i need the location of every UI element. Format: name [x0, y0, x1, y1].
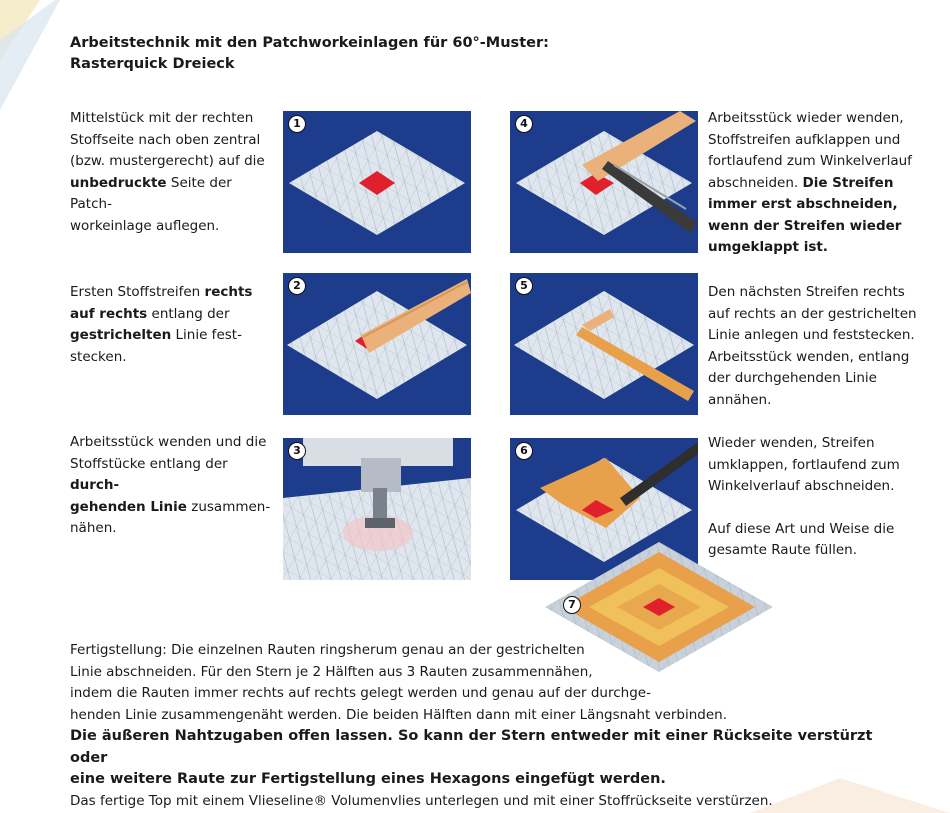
step-3-photo — [283, 438, 471, 580]
step-7-number: 7 — [563, 596, 581, 614]
finishing-last-line: Das fertige Top mit einem Vlieseline® Volumenvlies unterlegen und mit einer Stoffrückseite verstürzen. — [70, 792, 773, 809]
finishing-line: Linie abschneiden. Für den Stern je 2 Hälften aus 3 Rauten zusammennähen, — [70, 663, 593, 680]
finishing-line: indem die Rauten immer rechts auf rechts gelegt werden und genau auf der durchge- — [70, 685, 651, 701]
step-4-text: Arbeitsstück wieder wenden, Stoffstreifen aufklappen und fortlaufend zum Winkelverlauf abschneiden. Die Streifen immer erst abschneiden, wenn der Streifen wieder umgeklappt ist. — [708, 110, 912, 255]
step-6-number: 6 — [515, 442, 533, 460]
step-1-photo — [283, 111, 471, 253]
step-2-number: 2 — [288, 277, 306, 295]
step-2-text: Ersten Stoffstreifen rechts auf rechts entlang der gestrichelten Linie fest- stecken. — [70, 284, 253, 365]
step-1-text: Mittelstück mit der rechten Stoffseite nach oben zentral (bzw. mustergerecht) auf die unbedruckte Seite der Patch- workeinlage auflegen. — [70, 110, 265, 234]
step-6-text: Wieder wenden, Streifen umklappen, fortlaufend zum Winkelverlauf abschneiden. Auf diese Art und Weise die gesamte Raute füllen. — [708, 435, 900, 558]
step-5-photo — [510, 273, 698, 415]
corner-decoration — [0, 0, 60, 120]
finishing-line: henden Linie zusammengenäht werden. Die beiden Hälften dann mit einer Längsnaht verbinden. — [70, 706, 728, 723]
step-5-text: Den nächsten Streifen rechts auf rechts an der gestrichelten Linie anlegen und feststecken. Arbeitsstück wenden, entlang der durchgehenden Linie annähen. — [708, 284, 917, 408]
finishing-bold-line: Die äußeren Nahtzugaben offen lassen. So kann der Stern entweder mit einer Rückseite verstürzt oder — [70, 728, 873, 766]
step-5-number: 5 — [515, 277, 533, 295]
finishing-line: Fertigstellung: Die einzelnen Rauten ringsherum genau an der gestrichelten — [70, 642, 585, 658]
step-4-photo — [510, 111, 698, 253]
step-2-photo — [283, 273, 471, 415]
page-title: Arbeitstechnik mit den Patchworkeinlagen für 60°-Muster: Rasterquick Dreieck — [70, 35, 549, 72]
step-4-number: 4 — [515, 115, 533, 133]
finishing-text — [70, 640, 890, 812]
finishing-bold-line: eine weitere Raute zur Fertigstellung eines Hexagons eingefügt werden. — [70, 771, 666, 787]
step-3-number: 3 — [288, 442, 306, 460]
step-1-number: 1 — [288, 115, 306, 133]
step-3-text: Arbeitsstück wenden und die Stoffstücke entlang der durch- gehenden Linie zusammen- nähen. — [70, 434, 271, 536]
